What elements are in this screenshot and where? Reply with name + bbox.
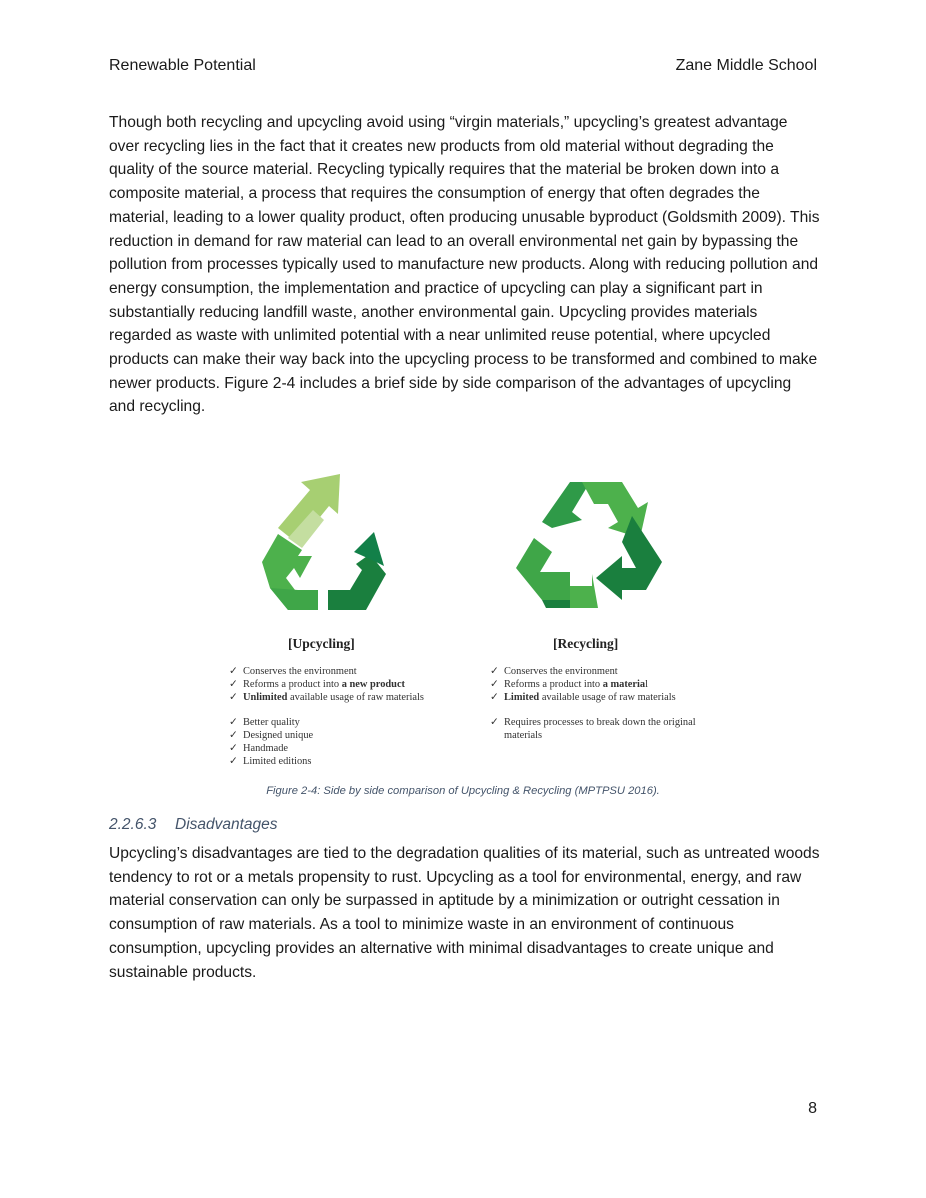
paragraph-upcycling-advantages: Though both recycling and upcycling avoid using “virgin materials,” upcycling’s greatest advantage over recycling lies in the fact that it creates new products from old material without degrading the quality of the source material. Recycling typically requires that the material be broken down into a composite material, a process that requires the consumption of energy that often degrades the material, leading to a lower quality product, often producing unusable byproduct (Goldsmith 2009). This reduction in demand for raw material can lead to an overall environmental net gain by bypassing the pollution from processes typically used to manufacture new products. Along with reducing pollution and energy consumption, the implementation and practice of upcycling can play a significant part in substantially reducing landfill waste, another environmental gain. Upcycling provides materials regarded as waste with unlimited potential with a near unlimited reuse potential, where upcycled products can make their way back into the upcycling process to be transformed and combined to make newer products. Figure 2-4 includes a brief side by side comparison of the advantages of upcycling and recycling. xyxy=(109,114,820,416)
recycling-drawbacks-list xyxy=(490,716,710,742)
recycling-advantages-list xyxy=(490,665,676,704)
check-icon: ✓ xyxy=(229,692,238,704)
comparison-figure xyxy=(220,470,720,770)
section-number: 2.2.6.3 xyxy=(109,816,157,833)
list-item: ✓ Requires processes to break down the original materials xyxy=(490,717,696,742)
list-item: ✓ Limited available usage of raw materials xyxy=(490,692,676,704)
upcycle-arrows-icon xyxy=(258,470,390,618)
check-icon: ✓ xyxy=(490,666,499,677)
list-item: ✓ Unlimited available usage of raw materials xyxy=(229,692,424,704)
recycle-triangle-icon xyxy=(512,476,664,616)
header-school-name: Zane Middle School xyxy=(675,57,817,74)
section-title: Disadvantages xyxy=(175,816,278,833)
list-item: ✓ Reforms a product into a new product xyxy=(229,679,406,691)
list-item: ✓ Handmade xyxy=(229,743,289,755)
list-item: ✓ Limited editions xyxy=(229,756,312,768)
figure-caption: Figure 2-4: Side by side comparison of Upcycling & Recycling (MPTPSU 2016). xyxy=(266,785,660,797)
page-number: 8 xyxy=(808,1100,817,1117)
upcycling-title: [Upcycling] xyxy=(288,636,355,651)
check-icon: ✓ xyxy=(229,717,238,728)
check-icon: ✓ xyxy=(229,730,238,742)
list-item: ✓ Conserves the environment xyxy=(229,666,357,677)
list-item: ✓ Conserves the environment xyxy=(490,666,618,677)
check-icon: ✓ xyxy=(229,743,238,755)
list-item: ✓ Reforms a product into a material xyxy=(490,679,649,691)
check-icon: ✓ xyxy=(229,756,238,768)
check-icon: ✓ xyxy=(490,717,499,728)
upcycling-qualities-list xyxy=(229,716,313,768)
list-item: ✓ Designed unique xyxy=(229,730,314,742)
check-icon: ✓ xyxy=(490,692,499,704)
list-item: ✓ Better quality xyxy=(229,717,300,728)
upcycling-advantages-list xyxy=(229,665,424,704)
paragraph-disadvantages: Upcycling’s disadvantages are tied to the degradation qualities of its material, such as untreated woods tendency to rot or a metals propensity to rust. Upcycling as a tool for environmental, energy, and raw material conservation can only be surpassed in aptitude by a minimization or outright cessation in consumption of raw materials. As a tool to minimize waste in an environment of continuous consumption, upcycling provides an alternative with minimal disadvantages to create unique and sustainable products. xyxy=(109,845,820,981)
check-icon: ✓ xyxy=(229,679,238,691)
check-icon: ✓ xyxy=(490,679,499,691)
header-document-title: Renewable Potential xyxy=(109,57,256,74)
check-icon: ✓ xyxy=(229,666,238,677)
recycling-title: [Recycling] xyxy=(553,636,619,651)
section-heading xyxy=(109,816,278,834)
